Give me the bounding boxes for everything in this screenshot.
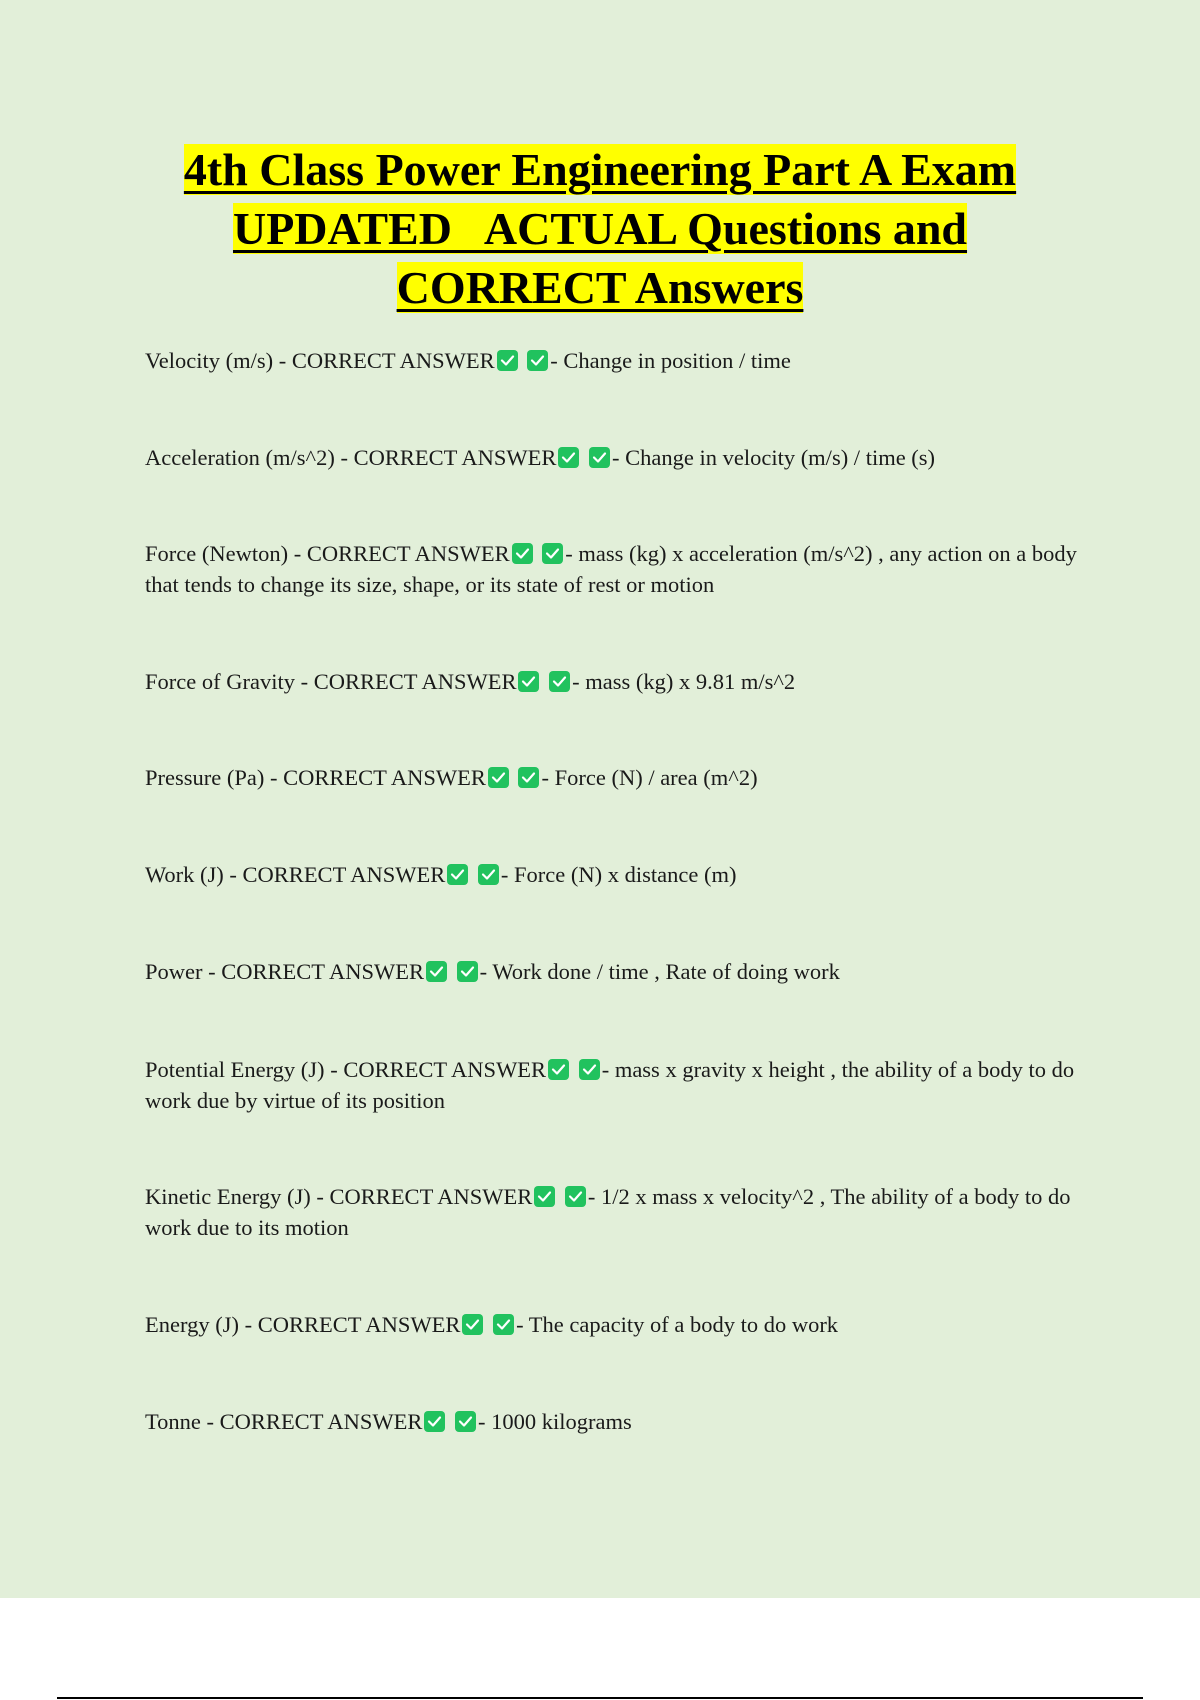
footer-divider [57, 1697, 1143, 1699]
title-line-3: CORRECT Answers [396, 262, 804, 313]
qa-item: Force of Gravity - CORRECT ANSWER - mass (kg) x 9.81 m/s^2 [145, 669, 796, 694]
qa-item: Velocity (m/s) - CORRECT ANSWER - Change in position / time [145, 348, 791, 373]
correct-answer-label: CORRECT ANSWER [313, 669, 517, 694]
check-mark-icon [457, 961, 478, 982]
question-text: Energy (J) [145, 1312, 239, 1337]
correct-answer-label: CORRECT ANSWER [291, 348, 495, 373]
check-mark-icon [548, 1059, 569, 1080]
document-title [100, 140, 1100, 317]
qa-item: Potential Energy (J) - CORRECT ANSWER - mass x gravity x height , the ability of a body to do work due by virtue of its position [145, 1057, 1075, 1113]
check-mark-icon [455, 1411, 476, 1432]
question-text: Power [145, 959, 203, 984]
question-text: Potential Energy (J) [145, 1057, 325, 1082]
check-mark-icon [512, 543, 533, 564]
check-mark-icon [579, 1059, 600, 1080]
check-mark-icon [518, 767, 539, 788]
correct-answer-label: CORRECT ANSWER [343, 1057, 547, 1082]
answer-text: 1000 kilograms [491, 1409, 632, 1434]
answer-text: Change in velocity (m/s) / time (s) [625, 445, 936, 470]
check-mark-icon [518, 671, 539, 692]
qa-item: Energy (J) - CORRECT ANSWER - The capacity of a body to do work [145, 1312, 839, 1337]
check-mark-icon [497, 350, 518, 371]
check-mark-icon [589, 447, 610, 468]
check-mark-icon [549, 671, 570, 692]
check-mark-icon [462, 1314, 483, 1335]
check-mark-icon [488, 767, 509, 788]
answer-text: Work done / time , Rate of doing work [492, 959, 840, 984]
correct-answer-label: CORRECT ANSWER [353, 445, 557, 470]
correct-answer-label: CORRECT ANSWER [257, 1312, 461, 1337]
correct-answer-label: CORRECT ANSWER [221, 959, 424, 984]
check-mark-icon [558, 447, 579, 468]
correct-answer-label: CORRECT ANSWER [283, 765, 486, 790]
question-text: Force (Newton) [145, 541, 289, 566]
correct-answer-label: CORRECT ANSWER [219, 1409, 423, 1434]
answer-text: mass x gravity x height , the ability of a body to do work due by virtue of its position [145, 1057, 1075, 1113]
correct-answer-label: CORRECT ANSWER [242, 862, 446, 887]
answer-text: Force (N) x distance (m) [514, 862, 737, 887]
qa-item: Kinetic Energy (J) - CORRECT ANSWER - 1/2 x mass x velocity^2 , The ability of a body to do work due to its motion [145, 1184, 1071, 1240]
title-line-2: UPDATED ACTUAL Questions and [232, 203, 968, 254]
check-mark-icon [424, 1411, 445, 1432]
check-mark-icon [542, 543, 563, 564]
check-mark-icon [493, 1314, 514, 1335]
answer-text: mass (kg) x 9.81 m/s^2 [585, 669, 796, 694]
check-mark-icon [534, 1186, 555, 1207]
question-text: Tonne [145, 1409, 201, 1434]
qa-item: Tonne - CORRECT ANSWER - 1000 kilograms [145, 1409, 632, 1434]
qa-item: Power - CORRECT ANSWER - Work done / time , Rate of doing work [145, 959, 840, 984]
check-mark-icon [426, 961, 447, 982]
correct-answer-label: CORRECT ANSWER [306, 541, 510, 566]
qa-item: Work (J) - CORRECT ANSWER - Force (N) x distance (m) [145, 862, 737, 887]
check-mark-icon [565, 1186, 586, 1207]
answer-text: Force (N) / area (m^2) [554, 765, 758, 790]
question-text: Pressure (Pa) [145, 765, 265, 790]
check-mark-icon [527, 350, 548, 371]
answer-text: mass (kg) x acceleration (m/s^2) , any action on a body that tends to change its size, shape, or its state of rest or motion [145, 541, 1077, 597]
question-text: Acceleration (m/s^2) [145, 445, 335, 470]
answer-text: The capacity of a body to do work [528, 1312, 839, 1337]
question-text: Kinetic Energy (J) [145, 1184, 311, 1209]
question-text: Velocity (m/s) [145, 348, 274, 373]
correct-answer-label: CORRECT ANSWER [329, 1184, 533, 1209]
question-text: Work (J) [145, 862, 224, 887]
qa-item: Force (Newton) - CORRECT ANSWER - mass (kg) x acceleration (m/s^2) , any action on a body that tends to change its size, shape, or its state of rest or motion [145, 541, 1077, 597]
check-mark-icon [478, 864, 499, 885]
answer-text: 1/2 x mass x velocity^2 , The ability of a body to do work due to its motion [145, 1184, 1071, 1240]
answer-text: Change in position / time [563, 348, 791, 373]
check-mark-icon [447, 864, 468, 885]
qa-item: Acceleration (m/s^2) - CORRECT ANSWER - Change in velocity (m/s) / time (s) [145, 445, 936, 470]
title-line-1: 4th Class Power Engineering Part A Exam [183, 144, 1017, 195]
question-text: Force of Gravity [145, 669, 295, 694]
qa-item: Pressure (Pa) - CORRECT ANSWER - Force (N) / area (m^2) [145, 765, 758, 790]
